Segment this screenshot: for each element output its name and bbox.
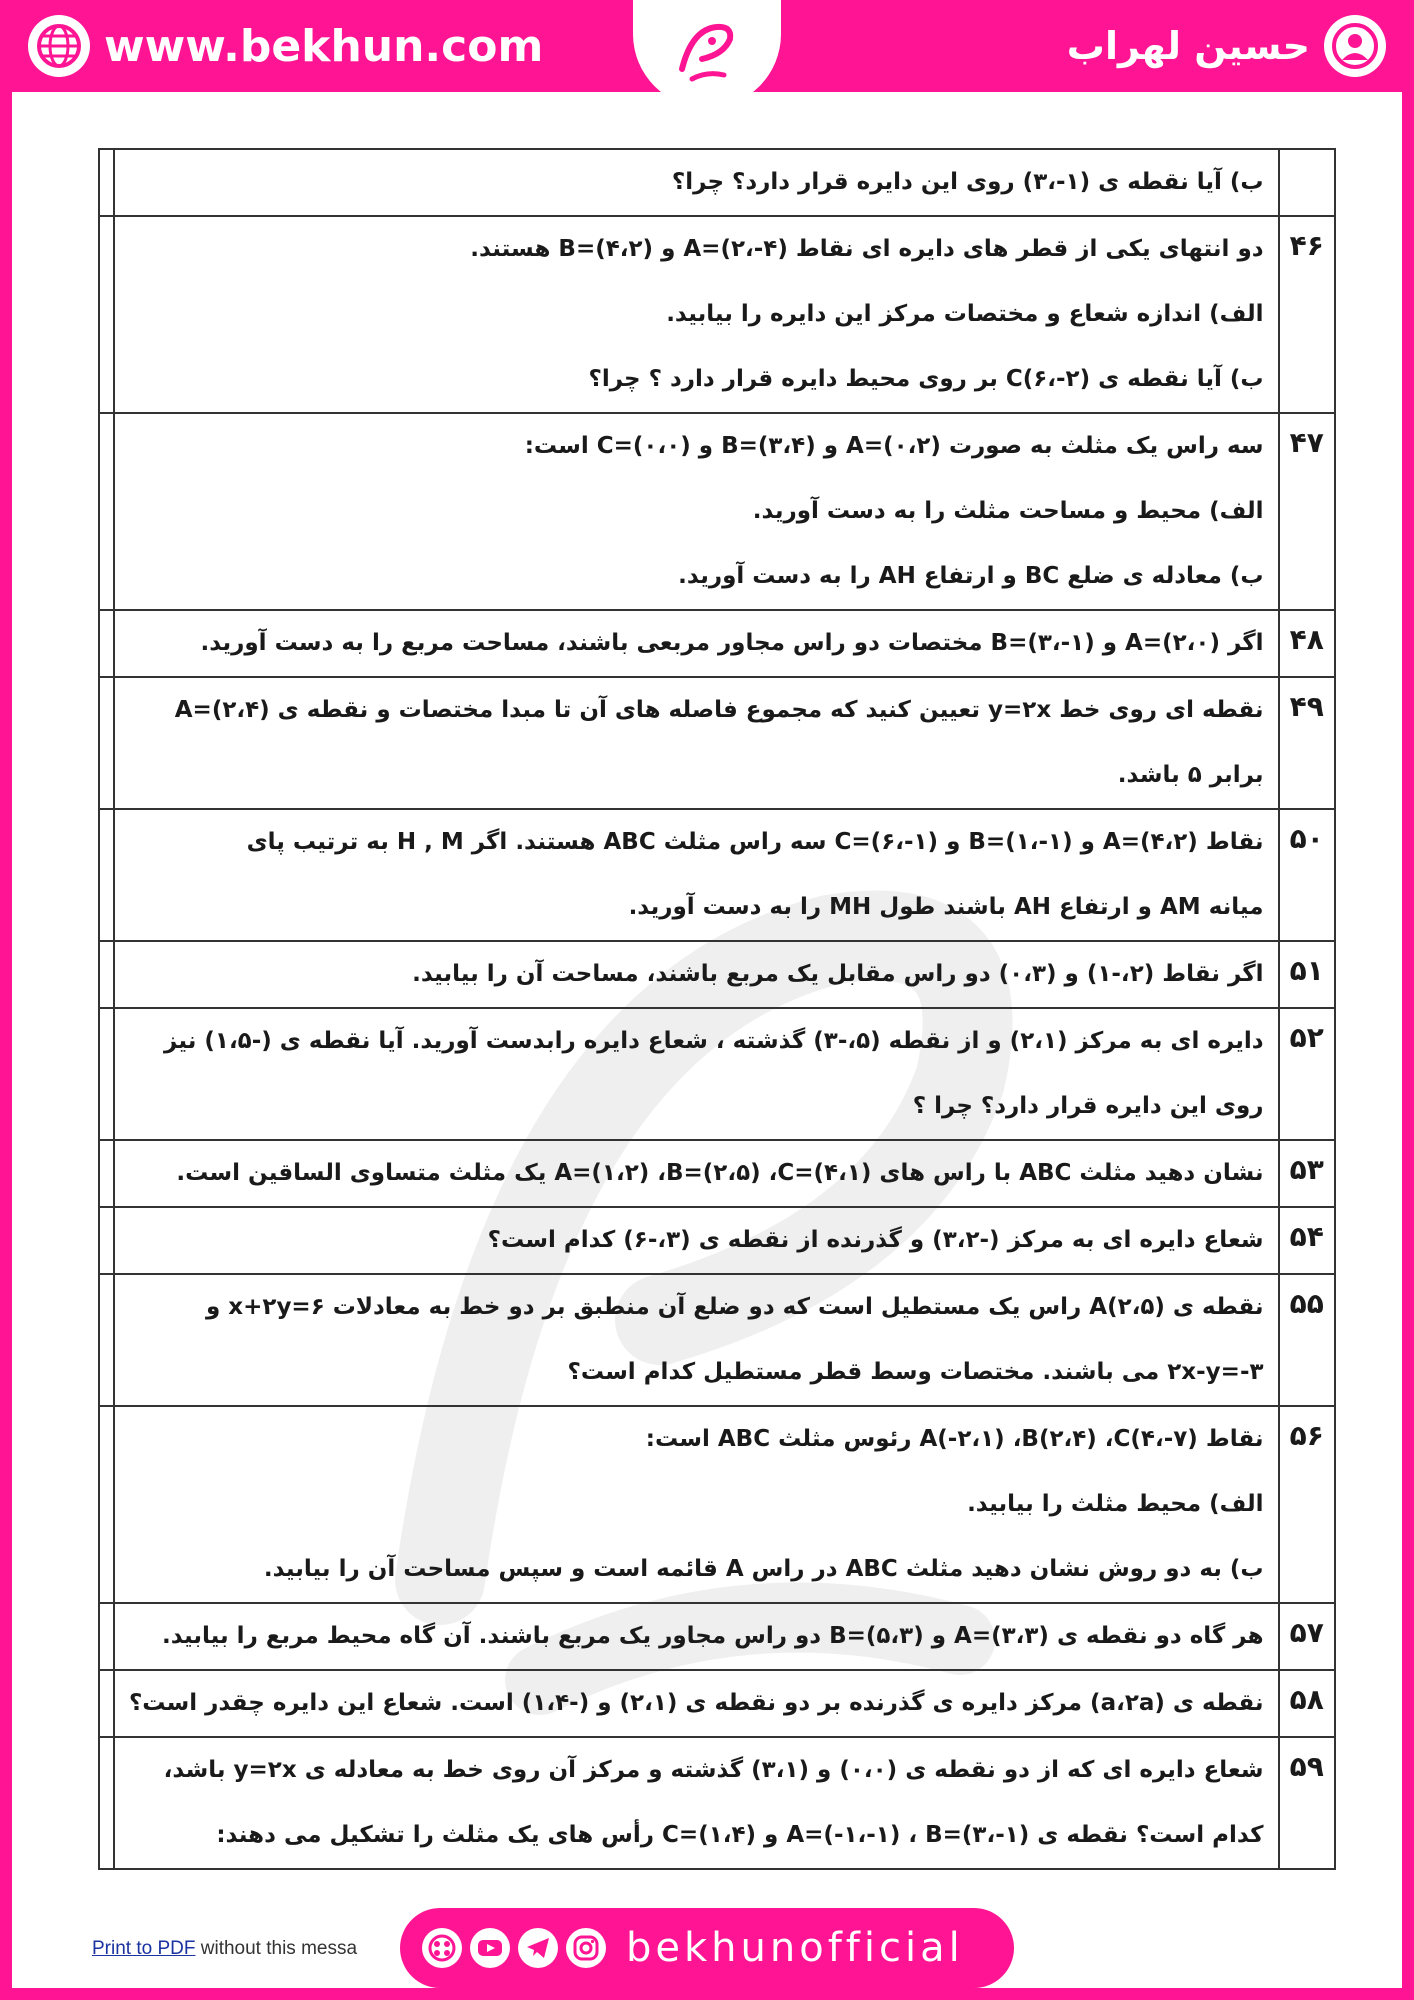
question-line: اگر نقاط (۲،-۱) و (۰،۳) دو راس مقابل یک مربع باشند، مساحت آن را بیابید. <box>412 961 1264 987</box>
question-row <box>99 1140 1335 1207</box>
question-row <box>99 216 1335 413</box>
question-row <box>99 941 1335 1008</box>
answer-margin <box>99 610 114 677</box>
question-text <box>114 1603 1279 1670</box>
answer-margin <box>99 1008 114 1140</box>
question-number: ۵۲ <box>1279 1008 1335 1140</box>
author-name <box>1067 14 1386 78</box>
answer-margin <box>99 941 114 1008</box>
question-line: نشان دهید مثلث ABC با راس های A=(۱،۲) ،B=(۲،۵) ،C=(۴،۱) یک مثلث متساوی الساقین است. <box>176 1160 1264 1186</box>
question-line: سه راس یک مثلث به صورت A=(۰،۲) و B=(۳،۴) و C=(۰،۰) است: <box>524 433 1264 459</box>
user-icon <box>1324 15 1386 77</box>
question-text <box>114 1207 1279 1274</box>
question-text <box>114 1737 1279 1869</box>
question-row <box>99 1737 1335 1869</box>
question-row <box>99 677 1335 809</box>
print-to-pdf-link[interactable]: Print to PDF <box>92 1938 196 1959</box>
answer-margin <box>99 1603 114 1670</box>
question-text <box>114 216 1279 413</box>
answer-margin <box>99 1207 114 1274</box>
question-line: نقطه ی A(۲،۵) راس یک مستطیل است که دو ضلع آن منطبق بر دو خط به معادلات x+۲y=۶ و <box>205 1294 1264 1320</box>
question-number: ۵۴ <box>1279 1207 1335 1274</box>
question-text <box>114 1140 1279 1207</box>
question-line: الف) محیط مثلث را بیابید. <box>967 1491 1264 1517</box>
answer-margin <box>99 1140 114 1207</box>
question-number: ۵۸ <box>1279 1670 1335 1737</box>
question-line: الف) اندازه شعاع و مختصات مرکز این دایره را بیابید. <box>666 301 1264 327</box>
question-number: ۴۸ <box>1279 610 1335 677</box>
question-line: الف) محیط و مساحت مثلث را به دست آورید. <box>752 498 1264 524</box>
question-line: هر گاه دو نقطه ی A=(۳،۳) و B=(۵،۳) دو راس مجاور یک مربع باشند. آن گاه محیط مربع را بیابید. <box>161 1623 1264 1649</box>
answer-margin <box>99 677 114 809</box>
question-line: روی این دایره قرار دارد؟ چرا ؟ <box>912 1093 1264 1119</box>
instagram-icon[interactable] <box>566 1928 606 1968</box>
question-row <box>99 1406 1335 1603</box>
question-line: کدام است؟ نقطه ی A=(-۱،-۱) ، B=(۳،-۱) و C=(۱،۴) رأس های یک مثلث را تشکیل می دهند: <box>216 1822 1264 1848</box>
question-text <box>114 941 1279 1008</box>
question-number: ۵۹ <box>1279 1737 1335 1869</box>
question-text <box>114 1008 1279 1140</box>
question-line: ب) به دو روش نشان دهید مثلث ABC در راس A قائمه است و سپس مساحت آن را بیابید. <box>263 1556 1264 1582</box>
answer-margin <box>99 413 114 610</box>
brand-logo <box>633 0 781 108</box>
question-line: میانه AM و ارتفاع AH باشند طول MH را به دست آورید. <box>628 894 1264 920</box>
question-text <box>114 1670 1279 1737</box>
question-text <box>114 809 1279 941</box>
question-number: ۵۵ <box>1279 1274 1335 1406</box>
question-line: نقاط A(-۲،۱) ،B(۲،۴) ،C(۴،-۷) رئوس مثلث ABC است: <box>645 1426 1264 1452</box>
question-number: ۵۳ <box>1279 1140 1335 1207</box>
question-line: نقطه ای روی خط y=۲x تعیین کنید که مجموع فاصله های آن تا مبدا مختصات و نقطه ی A=(۲،۴) <box>174 697 1264 723</box>
question-line: برابر ۵ باشد. <box>1117 762 1264 788</box>
question-row <box>99 1274 1335 1406</box>
question-text <box>114 413 1279 610</box>
question-row <box>99 1207 1335 1274</box>
answer-margin <box>99 149 114 216</box>
question-text <box>114 677 1279 809</box>
question-number: ۵۱ <box>1279 941 1335 1008</box>
answer-margin <box>99 1670 114 1737</box>
header-bar <box>0 0 1414 92</box>
question-line: نقاط A=(۴،۲) و B=(۱،-۱) و C=(۶،-۱) سه راس مثلث ABC هستند. اگر H , M به ترتیب پای <box>246 829 1264 855</box>
question-line: ب) آیا نقطه ی C(۶،-۲) بر روی محیط دایره قرار دارد ؟ چرا؟ <box>588 366 1264 392</box>
question-row <box>99 1008 1335 1140</box>
question-text <box>114 149 1279 216</box>
question-row <box>99 1670 1335 1737</box>
author-name-text: حسین لهراب <box>1066 24 1310 68</box>
question-line: اگر A=(۲،۰) و B=(۳،-۱) مختصات دو راس مجاور مربعی باشند، مساحت مربع را به دست آورید. <box>200 630 1264 656</box>
question-text <box>114 1406 1279 1603</box>
answer-margin <box>99 1737 114 1869</box>
question-line: دایره ای به مرکز (۲،۱) و از نقطه (۵،-۳) گذشته ، شعاع دایره رابدست آورید. آیا نقطه ی (-۱،۵) نیز <box>164 1028 1264 1054</box>
answer-margin <box>99 216 114 413</box>
question-number: ۴۷ <box>1279 413 1335 610</box>
answer-margin <box>99 809 114 941</box>
site-url-text: www.bekhun.com <box>104 20 544 72</box>
question-line: ب) آیا نقطه ی (۱-،۳) روی این دایره قرار دارد؟ چرا؟ <box>671 169 1264 195</box>
question-row <box>99 809 1335 941</box>
social-bar <box>400 1908 1014 1988</box>
questions-table <box>98 148 1336 1870</box>
question-text <box>114 1274 1279 1406</box>
question-number: ۵۶ <box>1279 1406 1335 1603</box>
question-text <box>114 610 1279 677</box>
question-row <box>99 610 1335 677</box>
answer-margin <box>99 1274 114 1406</box>
question-line: دو انتهای یکی از قطر های دایره ای نقاط A=(۲،-۴) و B=(۴،۲) هستند. <box>470 236 1264 262</box>
question-number: ۵۷ <box>1279 1603 1335 1670</box>
question-number: ۵۰ <box>1279 809 1335 941</box>
question-number: ۴۶ <box>1279 216 1335 413</box>
question-line: ب) معادله ی ضلع BC و ارتفاع AH را به دست آورید. <box>678 563 1264 589</box>
question-row <box>99 1603 1335 1670</box>
print-notice <box>92 1938 357 1960</box>
aparat-icon[interactable] <box>422 1928 462 1968</box>
print-notice-rest: without this messa <box>195 1938 358 1959</box>
social-handle: bekhunofficial <box>626 1925 964 1971</box>
question-number <box>1279 149 1335 216</box>
site-url[interactable] <box>28 14 543 78</box>
question-line: شعاع دایره ای به مرکز (-۳،۲) و گذرنده از نقطه ی (۳،-۶) کدام است؟ <box>487 1227 1264 1253</box>
question-line: ۲x-y=-۳ می باشند. مختصات وسط قطر مستطیل کدام است؟ <box>567 1359 1264 1385</box>
question-line: شعاع دایره ای که از دو نقطه ی (۰،۰) و (۳،۱) گذشته و مرکز آن روی خط به معادله ی y=۲x باشد، <box>163 1757 1264 1783</box>
telegram-icon[interactable] <box>518 1928 558 1968</box>
globe-icon <box>28 15 90 77</box>
question-row <box>99 413 1335 610</box>
question-number: ۴۹ <box>1279 677 1335 809</box>
youtube-icon[interactable] <box>470 1928 510 1968</box>
question-line: نقطه ی (a،۲a) مرکز دایره ی گذرنده بر دو نقطه ی (۲،۱) و (-۱،۴) است. شعاع این دایره چقدر است؟ <box>128 1690 1264 1716</box>
question-row <box>99 149 1335 216</box>
answer-margin <box>99 1406 114 1603</box>
